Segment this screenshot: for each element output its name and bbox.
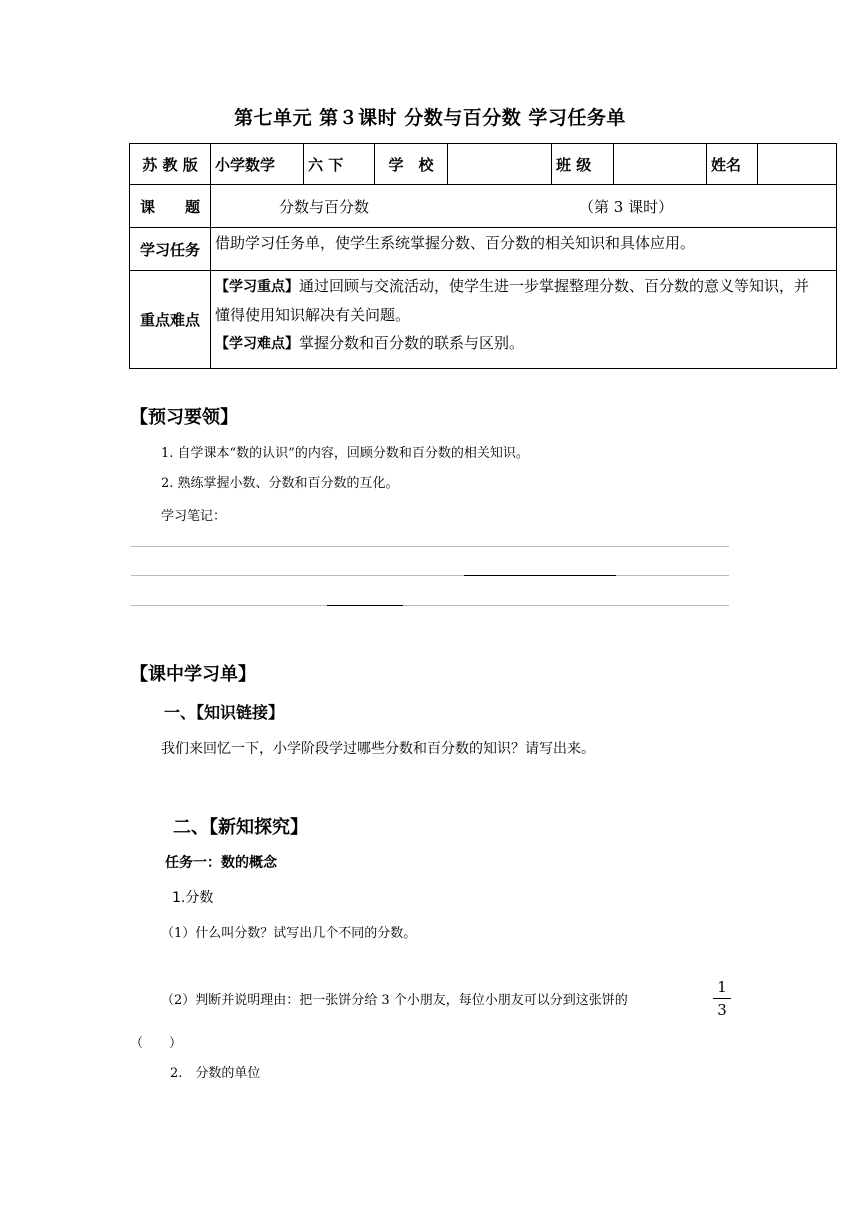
class-label: 班 级 xyxy=(552,144,614,185)
question-1: （1）什么叫分数？试写出几个不同的分数。 xyxy=(161,926,417,941)
task-label: 学习任务 xyxy=(130,228,211,271)
notes-underline-1 xyxy=(464,575,616,576)
topic-label: 课 题 xyxy=(130,185,211,228)
item1-heading: 1.分数 xyxy=(172,890,214,906)
answer-parentheses[interactable]: （ ） xyxy=(130,1036,183,1051)
fraction-one-third xyxy=(713,978,731,1019)
key-label: 重点难点 xyxy=(130,271,211,369)
notes-label: 学习笔记： xyxy=(161,509,227,524)
grade-cell: 六 下 xyxy=(304,144,375,185)
part1-text: 我们来回忆一下，小学阶段学过哪些分数和百分数的知识？请写出来。 xyxy=(161,741,595,757)
task1-heading: 任务一：数的概念 xyxy=(165,855,277,871)
notes-line-3[interactable] xyxy=(131,605,729,606)
lesson-number: （第 3 课时） xyxy=(579,197,674,216)
part1-heading: 一、【知识链接】 xyxy=(164,703,285,722)
topic-value: 分数与百分数 xyxy=(279,197,370,216)
topic-cell xyxy=(211,185,837,228)
name-field[interactable] xyxy=(758,144,837,185)
preview-heading: 【预习要领】 xyxy=(130,407,238,428)
class-field[interactable] xyxy=(614,144,707,185)
fraction-bar xyxy=(713,998,731,999)
question-2: （2）判断并说明理由：把一张饼分给 3 个小朋友，每位小朋友可以分到这张饼的 xyxy=(161,993,628,1008)
school-label: 学 校 xyxy=(375,144,448,185)
school-field[interactable] xyxy=(448,144,552,185)
notes-underline-2 xyxy=(327,605,403,606)
info-table xyxy=(129,143,837,369)
subject-cell: 小学数学 xyxy=(211,144,304,185)
key-point-tag: 【学习重点】 xyxy=(215,279,299,295)
inclass-heading: 【课中学习单】 xyxy=(130,664,256,685)
fraction-denominator: 3 xyxy=(717,1001,727,1019)
publisher-cell: 苏 教 版 xyxy=(130,144,211,185)
key-point-line2: 懂得使用知识解决有关问题。 xyxy=(215,306,411,324)
difficulty-text: 掌握分数和百分数的联系与区别。 xyxy=(299,334,525,352)
key-point-line1: 通过回顾与交流活动，使学生进一步掌握整理分数、百分数的意义等知识，并 xyxy=(299,277,810,295)
task-value: 借助学习任务单，使学生系统掌握分数、百分数的相关知识和具体应用。 xyxy=(211,228,837,271)
preview-item-1: 1. 自学课本“数的认识”的内容，回顾分数和百分数的相关知识。 xyxy=(161,446,529,461)
page-title: 第七单元 第３课时 分数与百分数 学习任务单 xyxy=(234,107,626,129)
part2-heading: 二、【新知探究】 xyxy=(173,817,308,838)
item2-heading: 2. 分数的单位 xyxy=(170,1066,261,1081)
key-cell xyxy=(211,271,837,369)
notes-line-1[interactable] xyxy=(131,546,729,547)
preview-item-2: 2. 熟练掌握小数、分数和百分数的互化。 xyxy=(161,476,399,491)
notes-line-2[interactable] xyxy=(131,575,729,576)
difficulty-tag: 【学习难点】 xyxy=(215,336,299,352)
fraction-numerator: 1 xyxy=(717,978,727,996)
name-label: 姓名 xyxy=(707,144,758,185)
